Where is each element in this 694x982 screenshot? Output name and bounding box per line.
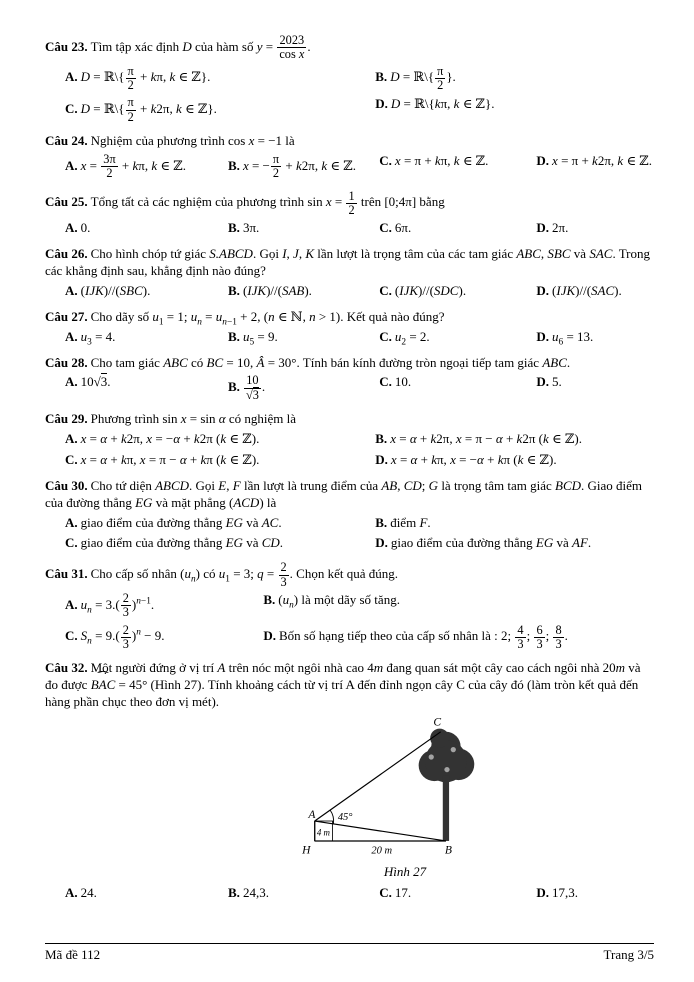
option-text: $u_3 = 4$.: [80, 328, 116, 348]
question-number: Câu 29.: [45, 411, 88, 427]
option-label: B.: [375, 514, 388, 530]
option-label: C.: [379, 328, 392, 344]
option-text: 17.: [394, 884, 412, 900]
option-text: $\frac{10}{√3}$ .: [245, 373, 266, 402]
option-label: C.: [379, 282, 392, 298]
tree-icon: [419, 729, 475, 841]
option-label: B.: [228, 157, 240, 173]
triangle-tree-figure: [300, 715, 510, 863]
question-text: Nghiệm của phương trình cos x = −1 là: [90, 132, 295, 148]
answer-option: [65, 153, 224, 181]
option-text: $u_n = 3$.( $\frac{2}{3}$ )$^{n-1}$.: [80, 590, 155, 620]
answer-option: [228, 283, 375, 300]
option-text: $u_6 = 13$.: [552, 328, 594, 348]
question-number: Câu 32.: [45, 660, 88, 676]
question-stem: [45, 190, 654, 218]
option-text: giao điểm của đường thẳng EG và AC.: [80, 514, 282, 530]
question-text: Cho dãy số $u_1 = 1$; $u_n = u_{n-1} + 2$, (n ∈ ℕ, n > 1). Kết quả nào đúng?: [90, 308, 445, 328]
option-label: C.: [65, 451, 78, 467]
answer-option: [65, 431, 371, 448]
answer-option: [536, 283, 666, 300]
answer-option: [536, 329, 666, 346]
option-text: x = − $\frac{\pi}{2}$ + k2π, k ∈ ℤ.: [242, 151, 356, 181]
option-text: 24,3.: [242, 884, 269, 900]
label-angle: 45°: [337, 811, 353, 823]
option-text: x = $\frac{3\pi}{2}$ + kπ, k ∈ ℤ.: [80, 151, 187, 181]
option-label: B.: [228, 282, 240, 298]
question-stem: [45, 660, 654, 711]
option-text: D = ℝ\{ $\frac{\pi}{2}$ + kπ, k ∈ ℤ}.: [80, 63, 211, 92]
answer-option: [263, 592, 658, 620]
option-label: D.: [375, 535, 388, 551]
question-number: Câu 23.: [45, 38, 88, 54]
option-text: 0.: [80, 220, 91, 236]
label-B: B: [444, 844, 452, 857]
question-text: Một người đứng ở vị trí A trên nóc một ngôi nhà cao 4m đang quan sát một cây cao cách ngôi nhà 20m và đo được ˆ BAC = 45° (Hình 27). Tính khoảng cách từ vị trí A đến đỉnh ngọn cây C của cây đó (làm tròn kết quả đến hàng phần chục theo đơn vị mét).: [45, 660, 641, 709]
option-label: A.: [65, 884, 78, 900]
question-stem: [45, 355, 654, 372]
options-row: [45, 153, 654, 181]
answer-option: [375, 431, 658, 448]
label-base: 20 m: [371, 845, 393, 857]
options-row: [45, 431, 654, 469]
question-block: [45, 561, 654, 651]
answer-option: [65, 329, 224, 346]
answer-option: [375, 515, 658, 532]
options-row: [45, 374, 654, 402]
options-row: [45, 329, 654, 346]
question-block: [45, 133, 654, 181]
question-text: Cho tứ diện ABCD. Gọi E, F lần lượt là trung điểm của AB, CD; G là trọng tâm tam giác BCD. Giao điểm của đường thẳng EG và mặt phẳng (ACD) là: [45, 477, 643, 510]
question-number: Câu 26.: [45, 246, 88, 262]
option-text: 10√3.: [80, 374, 111, 390]
options-row: [45, 283, 654, 300]
option-text: 24.: [80, 884, 97, 900]
option-text: giao điểm của đường thẳng EG và CD.: [80, 535, 284, 551]
option-label: B.: [375, 430, 388, 446]
option-label: D.: [536, 884, 550, 900]
option-label: D.: [536, 152, 550, 168]
exam-code: Mã đề 112: [45, 947, 101, 963]
question-text: Cho tam giác ABC có BC = 10, Â = 30°. Tính bán kính đường tròn ngoại tiếp tam giác ABC.: [90, 354, 571, 370]
option-text: $S_n = 9$.( $\frac{2}{3}$ )$^n$ − 9.: [80, 622, 165, 651]
option-label: D.: [536, 220, 550, 236]
answer-option: [375, 96, 658, 124]
answer-option: [228, 329, 375, 346]
question-stem: [45, 246, 654, 280]
option-label: C.: [65, 535, 78, 551]
answer-option: [65, 535, 371, 552]
question-stem: [45, 561, 654, 589]
question-block-32: [45, 660, 654, 901]
option-text: x = α + kπ, x = π − α + kπ (k ∈ ℤ).: [80, 451, 260, 467]
option-text: (IJK)//(SAC).: [552, 282, 622, 298]
question-text: Cho cấp số nhân $(u_n)$ có $u_1 = 3$; q = $\frac{2}{3}$ . Chọn kết quả đúng.: [90, 560, 398, 589]
option-text: Bốn số hạng tiếp theo của cấp số nhân là : 2; $\frac{4}{3}$ ; $\frac{6}{3}$ ; $\frac{8}{3}$ .: [279, 622, 568, 651]
figure-caption: Hình 27: [383, 863, 427, 879]
answer-option: [65, 374, 224, 402]
page-footer: [45, 943, 654, 964]
answer-option: [379, 220, 532, 237]
question-text: Tổng tất cả các nghiệm của phương trình sin x = $\frac{1}{2}$ trên [0;4π] bằng: [90, 188, 445, 217]
option-text: $u_5 = 9$.: [242, 328, 278, 348]
option-text: D = ℝ\{ $\frac{\pi}{2}$ }.: [390, 63, 456, 92]
question-number: Câu 28.: [45, 354, 88, 370]
question-text: Phương trình sin x = sin α có nghiệm là: [90, 411, 297, 427]
label-A: A: [308, 808, 316, 821]
answer-option: [228, 374, 375, 402]
label-H: H: [302, 844, 311, 857]
label-C: C: [433, 716, 442, 729]
question-stem: [45, 411, 654, 428]
option-label: A.: [65, 596, 78, 612]
option-text: 6π.: [394, 220, 412, 236]
option-text: 2π.: [552, 220, 569, 236]
option-label: D.: [536, 328, 550, 344]
option-label: D.: [263, 628, 276, 644]
answer-option: [536, 220, 666, 237]
option-label: B.: [263, 591, 276, 607]
answer-option: [65, 624, 259, 652]
option-text: x = α + kπ, x = −α + kπ (k ∈ ℤ).: [390, 451, 557, 467]
option-text: $u_2 = 2$.: [394, 328, 430, 348]
option-label: C.: [379, 374, 392, 390]
question-stem: [45, 309, 654, 326]
option-text: $(u_n)$ là một dãy số tăng.: [278, 591, 400, 611]
question-block: [45, 411, 654, 469]
option-label: A.: [65, 430, 78, 446]
option-label: D.: [375, 96, 388, 112]
option-text: điểm F.: [390, 514, 431, 530]
options-row: [45, 592, 654, 651]
answer-option: [65, 885, 224, 902]
option-text: x = π + k2π, k ∈ ℤ.: [552, 152, 653, 168]
option-label: D.: [375, 451, 388, 467]
option-text: 5.: [552, 374, 562, 390]
answer-option: [263, 624, 658, 652]
figure-hinh-27: [300, 715, 510, 881]
answer-option: [65, 515, 371, 532]
answer-option: [65, 65, 371, 93]
answer-option: [379, 153, 532, 181]
answer-option: [379, 374, 532, 402]
question-stem: [45, 133, 654, 150]
option-label: C.: [65, 101, 78, 117]
option-label: C.: [65, 628, 78, 644]
question-block: [45, 246, 654, 300]
option-text: D = ℝ\{kπ, k ∈ ℤ}.: [390, 96, 495, 112]
answer-option: [65, 592, 259, 620]
option-text: x = π + kπ, k ∈ ℤ.: [394, 152, 489, 168]
answer-option: [379, 885, 532, 902]
angle-arc: [330, 810, 333, 824]
question-block: [45, 34, 654, 124]
option-label: D.: [536, 282, 550, 298]
answer-option: [375, 452, 658, 469]
question-block: [45, 190, 654, 238]
answer-option: [65, 452, 371, 469]
option-label: C.: [379, 220, 392, 236]
answer-option: [536, 374, 666, 402]
option-label: B.: [228, 379, 240, 395]
option-text: (IJK)//(SBC).: [80, 282, 151, 298]
question-stem: [45, 34, 654, 62]
question-number: Câu 27.: [45, 308, 88, 324]
option-text: (IJK)//(SAB).: [242, 282, 312, 298]
option-label: C.: [379, 884, 392, 900]
option-label: C.: [379, 152, 392, 168]
options-row: [45, 885, 654, 902]
answer-option: [65, 220, 224, 237]
answer-option: [375, 65, 658, 93]
option-text: 17,3.: [552, 884, 579, 900]
option-label: A.: [65, 374, 78, 390]
questions-list: [45, 34, 654, 651]
question-text: Cho hình chóp tứ giác S.ABCD. Gọi I, J, K lần lượt là trọng tâm của các tam giác ABC, SBC và SAC. Trong các khẳng định sau, khẳng định nào đúng?: [45, 246, 651, 278]
answer-option: [536, 153, 666, 181]
option-text: x = α + k2π, x = π − α + k2π (k ∈ ℤ).: [390, 430, 582, 446]
answer-option: [379, 283, 532, 300]
answer-option: [375, 535, 658, 552]
option-label: A.: [65, 69, 78, 85]
question-number: Câu 31.: [45, 566, 88, 582]
option-label: B.: [375, 69, 388, 85]
question-number: Câu 30.: [45, 477, 88, 493]
label-height: 4 m: [316, 827, 330, 838]
options-row: [45, 65, 654, 124]
option-text: giao điểm của đường thẳng EG và AF.: [390, 535, 592, 551]
option-label: D.: [536, 374, 550, 390]
option-label: A.: [65, 157, 78, 173]
option-label: A.: [65, 282, 78, 298]
page-number: Trang 3/5: [603, 947, 654, 963]
option-label: A.: [65, 514, 78, 530]
option-text: 10.: [394, 374, 412, 390]
option-label: A.: [65, 220, 78, 236]
question-stem: [45, 478, 654, 512]
answer-option: [379, 329, 532, 346]
question-number: Câu 24.: [45, 132, 88, 148]
option-text: (IJK)//(SDC).: [394, 282, 467, 298]
answer-option: [536, 885, 666, 902]
option-label: A.: [65, 328, 78, 344]
option-text: D = ℝ\{ $\frac{\pi}{2}$ + k2π, k ∈ ℤ}.: [80, 95, 217, 124]
question-block: [45, 309, 654, 346]
options-row: [45, 220, 654, 237]
option-text: x = α + k2π, x = −α + k2π (k ∈ ℤ).: [80, 430, 260, 446]
options-row: [45, 515, 654, 553]
answer-option: [228, 885, 375, 902]
option-label: B.: [228, 220, 240, 236]
answer-option: [65, 96, 371, 124]
answer-option: [228, 220, 375, 237]
option-label: B.: [228, 328, 240, 344]
question-text: Tìm tập xác định D của hàm số y = $\frac{2023}{\text{cos x}}$ .: [90, 33, 311, 62]
question-block: [45, 478, 654, 553]
option-label: B.: [228, 884, 240, 900]
answer-option: [65, 283, 224, 300]
answer-option: [228, 153, 375, 181]
option-text: 3π.: [242, 220, 260, 236]
question-number: Câu 25.: [45, 194, 88, 210]
question-block: [45, 355, 654, 403]
